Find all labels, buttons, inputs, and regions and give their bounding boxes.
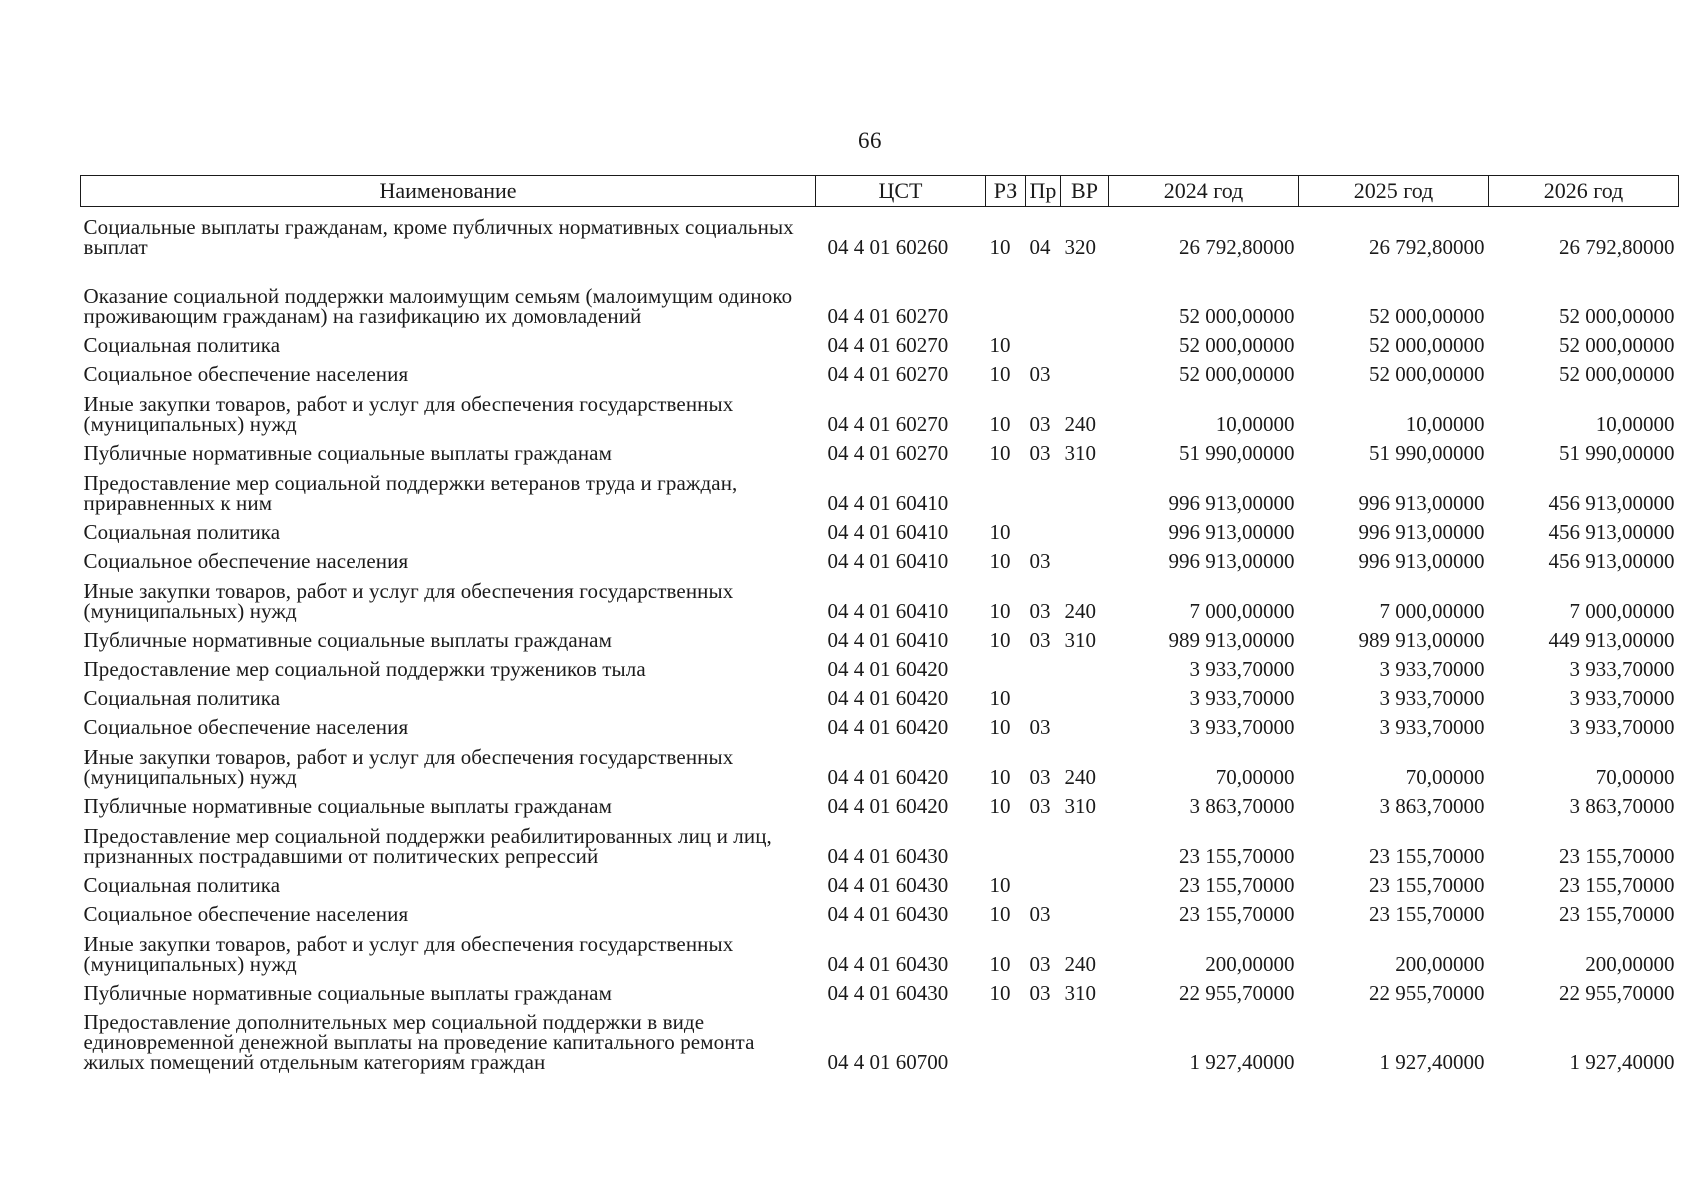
row-2025: 23 155,70000 [1369, 844, 1485, 868]
row-pr [1026, 1003, 1061, 1072]
row-name: Социальная политика [83, 873, 281, 897]
row-2024: 996 913,00000 [1168, 491, 1295, 515]
row-2025: 51 990,00000 [1369, 441, 1485, 465]
row-vr [1061, 679, 1109, 708]
row-rz: 10 [989, 362, 1011, 386]
table-row [81, 571, 1679, 621]
row-2026: 23 155,70000 [1559, 873, 1675, 897]
row-cst: 04 4 01 60270 [827, 412, 949, 436]
row-2026: 456 913,00000 [1548, 549, 1675, 573]
row-vr [1061, 866, 1109, 895]
table-row [81, 708, 1679, 737]
table-row [81, 924, 1679, 974]
row-2025: 52 000,00000 [1369, 333, 1485, 357]
row-2024: 10,00000 [1215, 412, 1295, 436]
table-row [81, 257, 1679, 326]
table-row [81, 207, 1679, 258]
row-name: Оказание социальной поддержки малоимущим семьям (малоимущим одиноко проживающим гражданам) на газификацию их домовладений [83, 284, 793, 328]
row-pr [1026, 866, 1061, 895]
table-row [81, 816, 1679, 866]
row-rz: 10 [989, 765, 1011, 789]
row-vr [1061, 816, 1109, 866]
row-pr [1026, 463, 1061, 513]
row-cst: 04 4 01 60410 [827, 599, 949, 623]
row-vr [1061, 257, 1109, 326]
row-name: Публичные нормативные социальные выплаты гражданам [83, 441, 612, 465]
table-row [81, 463, 1679, 513]
row-cst: 04 4 01 60410 [827, 520, 949, 544]
row-rz [986, 257, 1026, 326]
row-rz: 10 [989, 981, 1011, 1005]
row-2026: 200,00000 [1585, 952, 1675, 976]
row-cst: 04 4 01 60270 [827, 362, 949, 386]
row-pr [1026, 257, 1061, 326]
header-rz: РЗ [986, 176, 1026, 207]
row-2026: 26 792,80000 [1559, 235, 1675, 259]
row-rz [986, 1003, 1026, 1072]
header-cst: ЦСТ [816, 176, 986, 207]
row-2025: 3 933,70000 [1379, 715, 1485, 739]
row-name: Иные закупки товаров, работ и услуг для обеспечения государственных (муниципальных) нужд [83, 932, 734, 976]
row-2026: 23 155,70000 [1559, 902, 1675, 926]
row-2025: 200,00000 [1395, 952, 1485, 976]
row-cst: 04 4 01 60700 [827, 1050, 949, 1074]
row-name: Социальная политика [83, 520, 281, 544]
row-cst: 04 4 01 60270 [827, 304, 949, 328]
row-name: Предоставление мер социальной поддержки тружеников тыла [83, 657, 646, 681]
table-row [81, 787, 1679, 816]
row-2024: 22 955,70000 [1179, 981, 1295, 1005]
row-2024: 989 913,00000 [1168, 628, 1295, 652]
row-2024: 3 863,70000 [1189, 794, 1295, 818]
row-2026: 23 155,70000 [1559, 844, 1675, 868]
row-2024: 3 933,70000 [1189, 686, 1295, 710]
row-2026: 7 000,00000 [1569, 599, 1675, 623]
row-rz: 10 [989, 599, 1011, 623]
row-2024: 52 000,00000 [1179, 304, 1295, 328]
row-cst: 04 4 01 60430 [827, 902, 949, 926]
row-rz: 10 [989, 902, 1011, 926]
row-name: Социальное обеспечение населения [83, 715, 409, 739]
table-row [81, 895, 1679, 924]
row-2026: 456 913,00000 [1548, 520, 1675, 544]
row-name: Предоставление мер социальной поддержки ветеранов труда и граждан, приравненных к ним [83, 471, 738, 515]
header-2025: 2025 год [1299, 176, 1489, 207]
row-2025: 989 913,00000 [1358, 628, 1485, 652]
row-pr: 03 [1029, 362, 1051, 386]
row-cst: 04 4 01 60420 [827, 794, 949, 818]
table-header [81, 176, 1679, 207]
table-row [81, 542, 1679, 571]
row-2024: 200,00000 [1205, 952, 1295, 976]
row-pr [1026, 679, 1061, 708]
row-pr [1026, 513, 1061, 542]
row-vr: 240 [1064, 952, 1096, 976]
row-rz: 10 [989, 333, 1011, 357]
row-vr [1061, 708, 1109, 737]
row-2026: 10,00000 [1595, 412, 1675, 436]
budget-table [80, 175, 1679, 1072]
row-2024: 996 913,00000 [1168, 549, 1295, 573]
row-vr: 240 [1064, 412, 1096, 436]
row-pr: 03 [1029, 715, 1051, 739]
row-2025: 22 955,70000 [1369, 981, 1485, 1005]
header-2024: 2024 год [1109, 176, 1299, 207]
row-2026: 51 990,00000 [1559, 441, 1675, 465]
row-2026: 449 913,00000 [1548, 628, 1675, 652]
row-2026: 52 000,00000 [1559, 304, 1675, 328]
row-vr: 240 [1064, 765, 1096, 789]
table-row [81, 974, 1679, 1003]
row-pr: 03 [1029, 412, 1051, 436]
row-name: Социальные выплаты гражданам, кроме публичных нормативных социальных выплат [83, 215, 794, 259]
row-2024: 51 990,00000 [1179, 441, 1295, 465]
row-2026: 3 933,70000 [1569, 686, 1675, 710]
row-rz: 10 [989, 549, 1011, 573]
row-pr [1026, 326, 1061, 355]
row-rz: 10 [989, 441, 1011, 465]
header-vr: ВР [1061, 176, 1109, 207]
row-2025: 3 863,70000 [1379, 794, 1485, 818]
row-vr [1061, 895, 1109, 924]
row-cst: 04 4 01 60410 [827, 628, 949, 652]
row-cst: 04 4 01 60410 [827, 491, 949, 515]
row-pr: 03 [1029, 549, 1051, 573]
row-2025: 7 000,00000 [1379, 599, 1485, 623]
row-cst: 04 4 01 60420 [827, 715, 949, 739]
table-body [81, 207, 1679, 1073]
row-2024: 996 913,00000 [1168, 520, 1295, 544]
row-2024: 1 927,40000 [1189, 1050, 1295, 1074]
row-cst: 04 4 01 60410 [827, 549, 949, 573]
table-row [81, 513, 1679, 542]
row-cst: 04 4 01 60420 [827, 765, 949, 789]
row-cst: 04 4 01 60430 [827, 981, 949, 1005]
row-2024: 23 155,70000 [1179, 902, 1295, 926]
row-vr: 310 [1064, 794, 1096, 818]
row-name: Публичные нормативные социальные выплаты гражданам [83, 981, 612, 1005]
header-row [81, 176, 1679, 207]
row-vr: 320 [1064, 235, 1096, 259]
table-row [81, 737, 1679, 787]
row-pr: 04 [1029, 235, 1051, 259]
row-cst: 04 4 01 60270 [827, 441, 949, 465]
row-name: Социальное обеспечение населения [83, 362, 409, 386]
row-rz: 10 [989, 715, 1011, 739]
row-2025: 996 913,00000 [1358, 491, 1485, 515]
row-pr: 03 [1029, 902, 1051, 926]
row-2026: 22 955,70000 [1559, 981, 1675, 1005]
row-vr [1061, 1003, 1109, 1072]
table-row [81, 866, 1679, 895]
row-rz: 10 [989, 412, 1011, 436]
row-pr [1026, 650, 1061, 679]
row-vr [1061, 542, 1109, 571]
row-2025: 1 927,40000 [1379, 1050, 1485, 1074]
row-pr: 03 [1029, 441, 1051, 465]
table-row [81, 1003, 1679, 1072]
table-row [81, 434, 1679, 463]
table-row [81, 326, 1679, 355]
row-name: Социальное обеспечение населения [83, 549, 409, 573]
row-cst: 04 4 01 60420 [827, 657, 949, 681]
table-row [81, 384, 1679, 434]
row-2025: 996 913,00000 [1358, 520, 1485, 544]
row-2026: 52 000,00000 [1559, 362, 1675, 386]
row-2024: 3 933,70000 [1189, 657, 1295, 681]
row-rz: 10 [989, 686, 1011, 710]
row-2024: 23 155,70000 [1179, 873, 1295, 897]
row-2025: 3 933,70000 [1379, 686, 1485, 710]
header-2026: 2026 год [1489, 176, 1679, 207]
row-rz: 10 [989, 873, 1011, 897]
row-vr: 310 [1064, 981, 1096, 1005]
row-2026: 52 000,00000 [1559, 333, 1675, 357]
page-number: 66 [858, 128, 882, 153]
row-cst: 04 4 01 60420 [827, 686, 949, 710]
row-vr [1061, 650, 1109, 679]
row-vr: 310 [1064, 441, 1096, 465]
row-rz [986, 463, 1026, 513]
row-pr: 03 [1029, 599, 1051, 623]
row-2025: 52 000,00000 [1369, 362, 1485, 386]
row-name: Иные закупки товаров, работ и услуг для обеспечения государственных (муниципальных) нужд [83, 745, 734, 789]
row-rz: 10 [989, 794, 1011, 818]
row-2025: 23 155,70000 [1369, 902, 1485, 926]
row-2025: 10,00000 [1405, 412, 1485, 436]
table-row [81, 650, 1679, 679]
row-name: Социальная политика [83, 333, 281, 357]
row-2026: 1 927,40000 [1569, 1050, 1675, 1074]
row-rz: 10 [989, 628, 1011, 652]
row-2024: 7 000,00000 [1189, 599, 1295, 623]
row-name: Иные закупки товаров, работ и услуг для обеспечения государственных (муниципальных) нужд [83, 392, 734, 436]
row-2026: 3 933,70000 [1569, 657, 1675, 681]
row-pr: 03 [1029, 765, 1051, 789]
row-name: Предоставление мер социальной поддержки реабилитированных лиц и лиц, признанных пострадавшими от политических репрессий [83, 824, 772, 868]
row-2025: 26 792,80000 [1369, 235, 1485, 259]
header-name: Наименование [81, 176, 816, 207]
row-pr: 03 [1029, 981, 1051, 1005]
row-2026: 3 933,70000 [1569, 715, 1675, 739]
row-pr [1026, 816, 1061, 866]
row-pr: 03 [1029, 952, 1051, 976]
row-2024: 23 155,70000 [1179, 844, 1295, 868]
table-row [81, 679, 1679, 708]
row-cst: 04 4 01 60430 [827, 952, 949, 976]
row-2025: 3 933,70000 [1379, 657, 1485, 681]
row-vr [1061, 463, 1109, 513]
row-2025: 996 913,00000 [1358, 549, 1485, 573]
row-2024: 70,00000 [1215, 765, 1295, 789]
row-name: Предоставление дополнительных мер социальной поддержки в виде единовременной денежной выплаты на проведение капитального ремонта жилых помещений отдельным категориям граждан [83, 1010, 755, 1074]
row-pr: 03 [1029, 628, 1051, 652]
row-cst: 04 4 01 60430 [827, 844, 949, 868]
row-rz: 10 [989, 520, 1011, 544]
row-2026: 3 863,70000 [1569, 794, 1675, 818]
row-pr: 03 [1029, 794, 1051, 818]
row-rz [986, 650, 1026, 679]
row-vr [1061, 513, 1109, 542]
row-rz: 10 [989, 235, 1011, 259]
row-2024: 3 933,70000 [1189, 715, 1295, 739]
table-row [81, 355, 1679, 384]
row-rz: 10 [989, 952, 1011, 976]
row-vr: 240 [1064, 599, 1096, 623]
row-2026: 70,00000 [1595, 765, 1675, 789]
row-2026: 456 913,00000 [1548, 491, 1675, 515]
row-name: Социальное обеспечение населения [83, 902, 409, 926]
table-row [81, 621, 1679, 650]
row-cst: 04 4 01 60260 [827, 235, 949, 259]
row-name: Социальная политика [83, 686, 281, 710]
row-name: Публичные нормативные социальные выплаты гражданам [83, 628, 612, 652]
row-cst: 04 4 01 60270 [827, 333, 949, 357]
row-name: Публичные нормативные социальные выплаты гражданам [83, 794, 612, 818]
row-cst: 04 4 01 60430 [827, 873, 949, 897]
row-2025: 70,00000 [1405, 765, 1485, 789]
row-2025: 23 155,70000 [1369, 873, 1485, 897]
row-rz [986, 816, 1026, 866]
row-vr [1061, 355, 1109, 384]
row-vr: 310 [1064, 628, 1096, 652]
row-name: Иные закупки товаров, работ и услуг для обеспечения государственных (муниципальных) нужд [83, 579, 734, 623]
row-2024: 26 792,80000 [1179, 235, 1295, 259]
row-vr [1061, 326, 1109, 355]
header-pr: Пр [1026, 176, 1061, 207]
row-2025: 52 000,00000 [1369, 304, 1485, 328]
row-2024: 52 000,00000 [1179, 362, 1295, 386]
row-2024: 52 000,00000 [1179, 333, 1295, 357]
